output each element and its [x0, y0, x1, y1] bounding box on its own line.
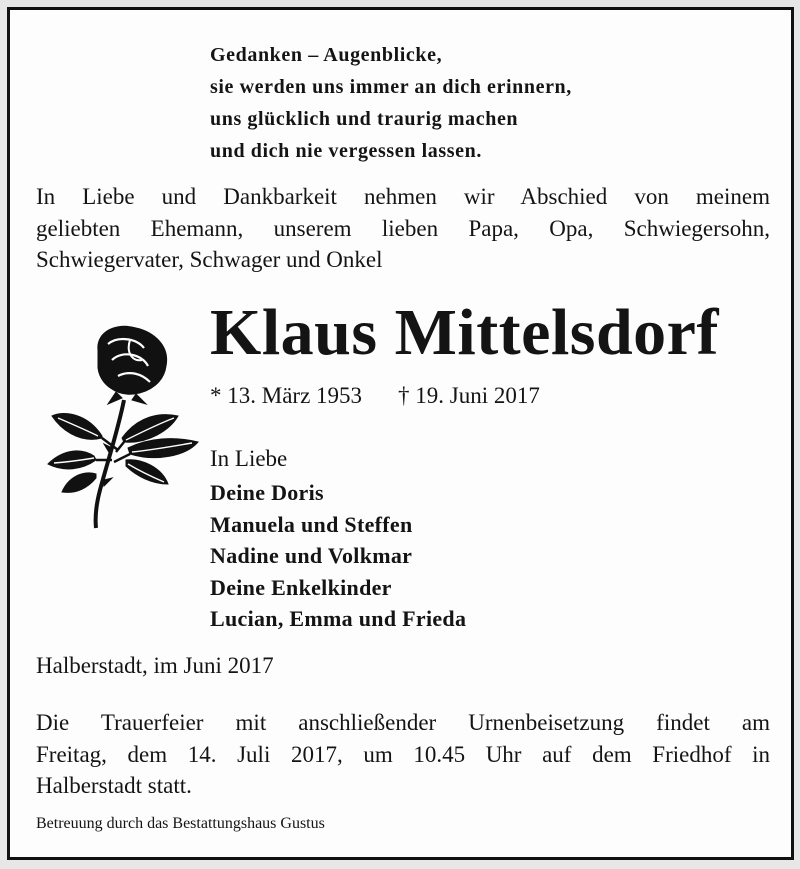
life-dates — [210, 383, 540, 409]
funeral-home-credit: Betreuung durch das Bestattungshaus Gustus — [36, 815, 325, 832]
poem-line: uns glücklich und traurig machen — [210, 108, 519, 130]
poem-line: Gedanken – Augenblicke, — [210, 44, 443, 66]
farewell-line: Schwiegervater, Schwager und Onkel — [36, 247, 383, 272]
mourners-intro: In Liebe — [210, 446, 288, 471]
poem-line: sie werden uns immer an dich erinnern, — [210, 76, 572, 98]
funeral-service-info — [36, 707, 770, 802]
mourner-name: Deine Doris — [210, 480, 324, 505]
birth-date: * 13. März 1953 — [210, 383, 363, 408]
farewell-line: geliebten Ehemann, unserem lieben Papa, Opa, Schwiegersohn, — [36, 215, 770, 241]
farewell-paragraph — [36, 181, 770, 276]
rose-icon — [38, 320, 208, 532]
obituary-notice — [7, 7, 794, 860]
deceased-name: Klaus Mittelsdorf — [210, 296, 719, 369]
mourner-name: Lucian, Emma und Frieda — [210, 606, 467, 631]
poem-line: und dich nie vergessen lassen. — [210, 140, 482, 162]
service-line: Halberstadt statt. — [36, 773, 192, 798]
farewell-line: In Liebe und Dankbarkeit nehmen wir Abschied von meinem — [36, 184, 770, 209]
service-line: Die Trauerfeier mit anschließender Urnenbeisetzung findet am — [36, 710, 770, 735]
service-line: Freitag, dem 14. Juli 2017, um 10.45 Uhr auf dem Friedhof in — [36, 741, 770, 767]
mourner-name: Nadine und Volkmar — [210, 543, 413, 568]
memorial-poem — [210, 39, 572, 167]
mourner-name: Deine Enkelkinder — [210, 574, 392, 600]
mourner-name: Manuela und Steffen — [210, 511, 413, 537]
place-and-date: Halberstadt, im Juni 2017 — [36, 653, 274, 678]
death-date: † 19. Juni 2017 — [398, 383, 540, 408]
mourners-list — [210, 477, 466, 635]
